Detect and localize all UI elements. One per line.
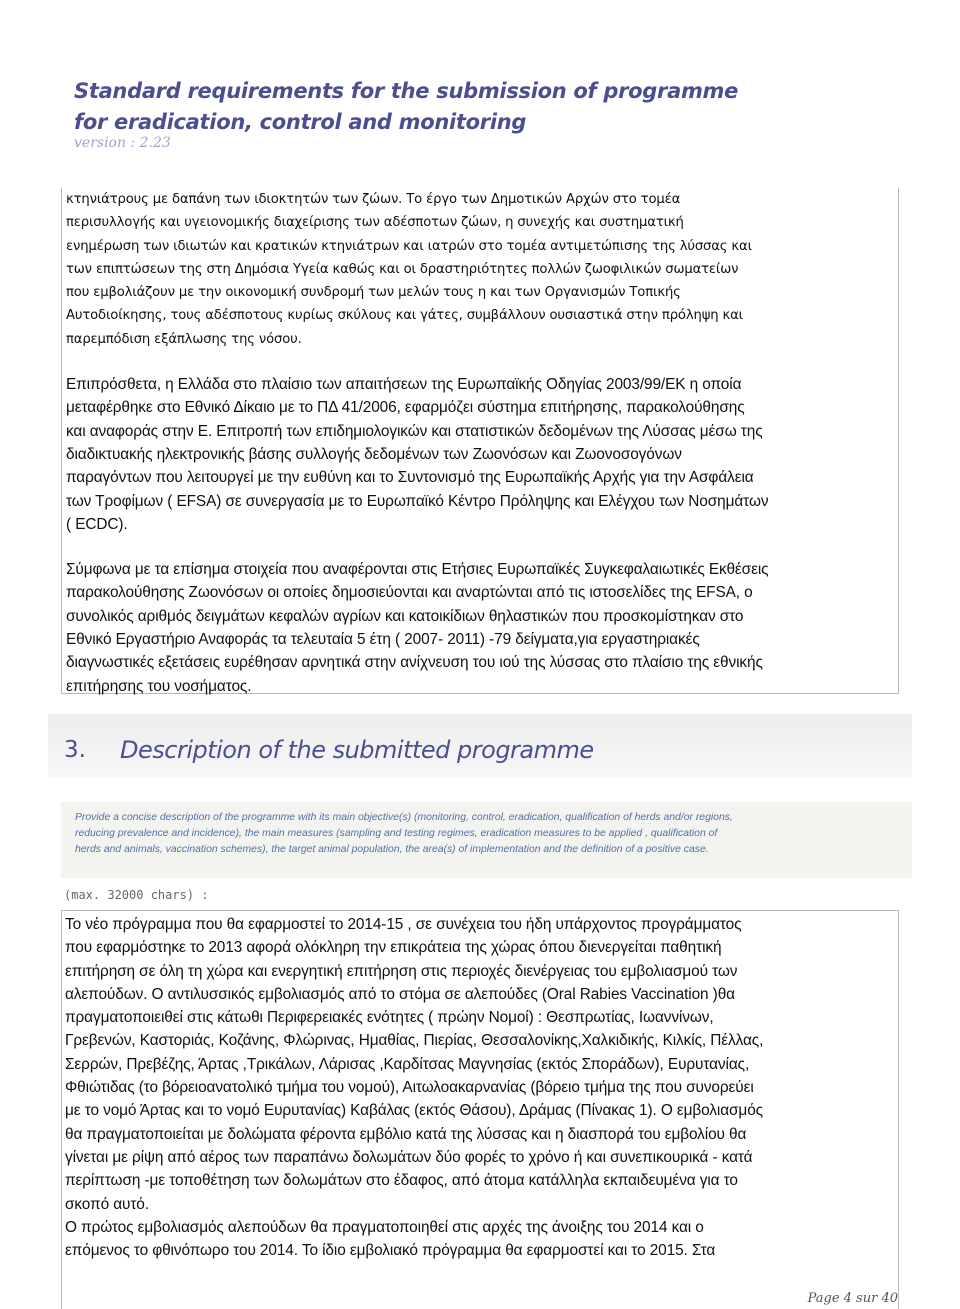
programme-description-text-box[interactable] [61, 910, 899, 1309]
text-line: των Τροφίμων ( EFSA) σε συνεργασία με το Ευρωπαϊκό Κέντρο Πρόληψης και Ελέγχου των Νοσημάτων [66, 492, 769, 510]
text-line: παρακολούθησης Ζωονόσων οι οποίες δημοσιεύονται και αναρτώνται από τις ιστοσελίδες της EFSA, ο [66, 584, 753, 602]
text-line: πραγματοποιειθεί στις κάτωθι Περιφερειακές ενότητες ( πρώην Νομοί) : Θεσπρωτίας, Ιωαννίνων, [65, 1009, 714, 1027]
text-line: Σερρών, Πρεβέζης, Άρτας ,Τρικάλων, Λάρισας ,Καρδίτσας Μαγνησίας (εκτός Σποράδων), Ευρυτανίας, [65, 1055, 750, 1073]
text-line: Αυτοδιοίκησης, τους αδέσποτους κυρίως σκύλους και γάτες, συμβάλλουν ουσιαστικά στην πρόληψη και [66, 308, 743, 324]
text-line: συνολικός αριθμός δειγμάτων κεφαλών αγρίων και κατοικίδιων θηλαστικών που προσκομίστηκαν στο [66, 607, 744, 625]
document-header [74, 76, 738, 150]
text-line: Εθνικό Εργαστήριο Αναφοράς τα τελευταία 5 έτη ( 2007- 2011) -79 δείγματα,για εργαστηριακές [66, 631, 700, 649]
text-line: Φθιώτιδας (το βόρειοανατολικό τμήμα του νομού), Αιτωλοακαρνανίας (βόρειο τμήμα της που συνορεύει [65, 1079, 754, 1097]
section-heading-bar [48, 714, 912, 777]
section-number: 3. [64, 737, 86, 763]
text-line: με το νομό Άρτας και το νομό Ευρυτανίας) Καβάλας (εκτός Θάσου), Δράμας (Πίνακας 1). Ο εμβολιασμός [65, 1102, 763, 1120]
header-version: version : 2.23 [74, 135, 171, 151]
paragraph-3 [66, 558, 898, 698]
text-line: που εμβολιάζουν με την οικονομική συνδρομή των μελών τους η και των Οργανισμών Τοπικής [66, 285, 681, 301]
text-line: παραγόντων που λειτουργεί με την ευθύνη και το Συντονισμό της Ευρωπαϊκής Αρχής για την Ασφάλεια [66, 469, 754, 487]
text-line: επόμενος το φθινόπωρο του 2014. Το ίδιο εμβολιακό πρόγραμμα θα εφαρμοστεί και το 2015. Στα [65, 1242, 716, 1260]
text-line: ενημέρωση των ιδιωτών και κρατικών κτηνιάτρων και ιατρών στο τομέα αντιμετώπισης της λύσσας και [66, 238, 752, 254]
text-line: περισυλλογής και υγειονομικής διαχείρισης των αδέσποτων ζώων, η συνεχής και συστηματική [66, 215, 684, 231]
instruction-line: herds and animals, vaccination schemes), the target animal population, the area(s) of implementation and the definition of a positive case. [75, 844, 709, 855]
text-line: και αναφοράς στην Ε. Επιτροπή των επιδημιολογικών και στατιστικών δεδομένων της Λύσσας μέσω της [66, 422, 763, 440]
paragraph-1 [66, 188, 898, 351]
instruction-line: reducing prevalence and incidence), the main measures (sampling and testing regimes, eradication measures to be applied , qualification of [75, 828, 718, 839]
text-line: Γρεβενών, Καστοριάς, Κοζάνης, Φλώρινας, Ημαθίας, Πιερίας, Θεσσαλονίκης,Χαλκιδικής, Κιλκίς, Πέλλας, [65, 1032, 764, 1050]
page-number: Page 4 sur 40 [807, 1291, 898, 1306]
paragraph-2 [66, 373, 898, 536]
text-line: των επιπτώσεων της στη Δημόσια Υγεία καθώς και οι δραστηριότητες πολλών ζωοφιλικών σωματείων [66, 261, 739, 277]
text-line: μεταφέρθηκε στο Εθνικό Δίκαιο με το ΠΔ 41/2006, εφαρμόζει σύστημα επιτήρησης, παρακολούθησης [66, 399, 745, 417]
text-line: διαδικτυακής ηλεκτρονικής βάσης συλλογής δεδομένων των Ζωονόσων και Ζωονοσογόνων [66, 445, 682, 463]
text-line: διαγνωστικές εξετάσεις ευρέθησαν αρνητικά στην ανίχνευση του ιού της λύσσας στο πλαίσιο της εθνικής [66, 654, 763, 672]
text-line: Επιπρόσθετα, η Ελλάδα στο πλαίσιο των απαιτήσεων της Ευρωπαϊκής Οδηγίας 2003/99/ΕΚ η οποία [66, 376, 742, 394]
instructions-box [61, 802, 912, 878]
text-line: επιτήρηση σε όλη τη χώρα και ενεργητική επιτήρηση στις περιοχές διενέργειας του εμβολιασμού των [65, 962, 738, 980]
text-line: αλεπούδων. Ο αντιλυσσικός εμβολιασμός από το στόμα σε αλεπούδες (Oral Rabies Vaccination )θα [65, 985, 735, 1003]
text-line: που εφαρμόστηκε το 2013 αφορά ολόκληρη την επικράτεια της χώρας όπου διενεργείται παθητική [65, 939, 722, 957]
text-line: περίπτωση -με τοποθέτηση των δολωμάτων στο έδαφος, από άτομα κατάλληλα εκπαιδευμένα για το [65, 1172, 738, 1190]
text-line: Σύμφωνα με τα επίσημα στοιχεία που αναφέρονται στις Ετήσιες Ευρωπαϊκές Συγκεφαλαιωτικές Εκθέσεις [66, 561, 769, 579]
text-line: Ο πρώτος εμβολιασμός αλεπούδων θα πραγματοποιηθεί στις αρχές της άνοιξης του 2014 και ο [65, 1218, 704, 1236]
text-line: επιτήρησης του νοσήματος. [66, 677, 252, 695]
max-chars-label: (max. 32000 chars) : [64, 888, 209, 902]
text-line: θα πραγματοποιείται με δολώματα φέροντα εμβόλιο κατά της λύσσας και η διασπορά του εμβολίου θα [65, 1125, 747, 1143]
text-line: παρεμπόδιση εξάπλωσης της νόσου. [66, 331, 302, 347]
text-line: κτηνιάτρους με δαπάνη των ιδιοκτητών των ζώων. Το έργο των Δημοτικών Αρχών στο τομέα [66, 192, 681, 207]
section-title: Description of the submitted programme [120, 736, 594, 764]
text-line: σκοπό αυτό. [65, 1195, 149, 1213]
instruction-line: Provide a concise description of the programme with its main objective(s) (monitoring, control, eradication, qualification of herds and/or regions, [75, 812, 733, 823]
header-title-line2: for eradication, control and monitoring [74, 110, 527, 134]
text-line: ( ECDC). [66, 515, 128, 533]
text-line: γίνεται με ρίψη από αέρος των παραπάνω δολωμάτων δύο φορές το χρόνο ή και συνεπικουρικά - κατά [65, 1148, 753, 1166]
header-title-line1: Standard requirements for the submission of programme [74, 79, 739, 103]
text-line: Το νέο πρόγραμμα που θα εφαρμοστεί το 2014-15 , σε συνέχεια του ήδη υπάρχοντος προγράμματος [65, 916, 742, 933]
previous-section-text-box [61, 188, 899, 694]
